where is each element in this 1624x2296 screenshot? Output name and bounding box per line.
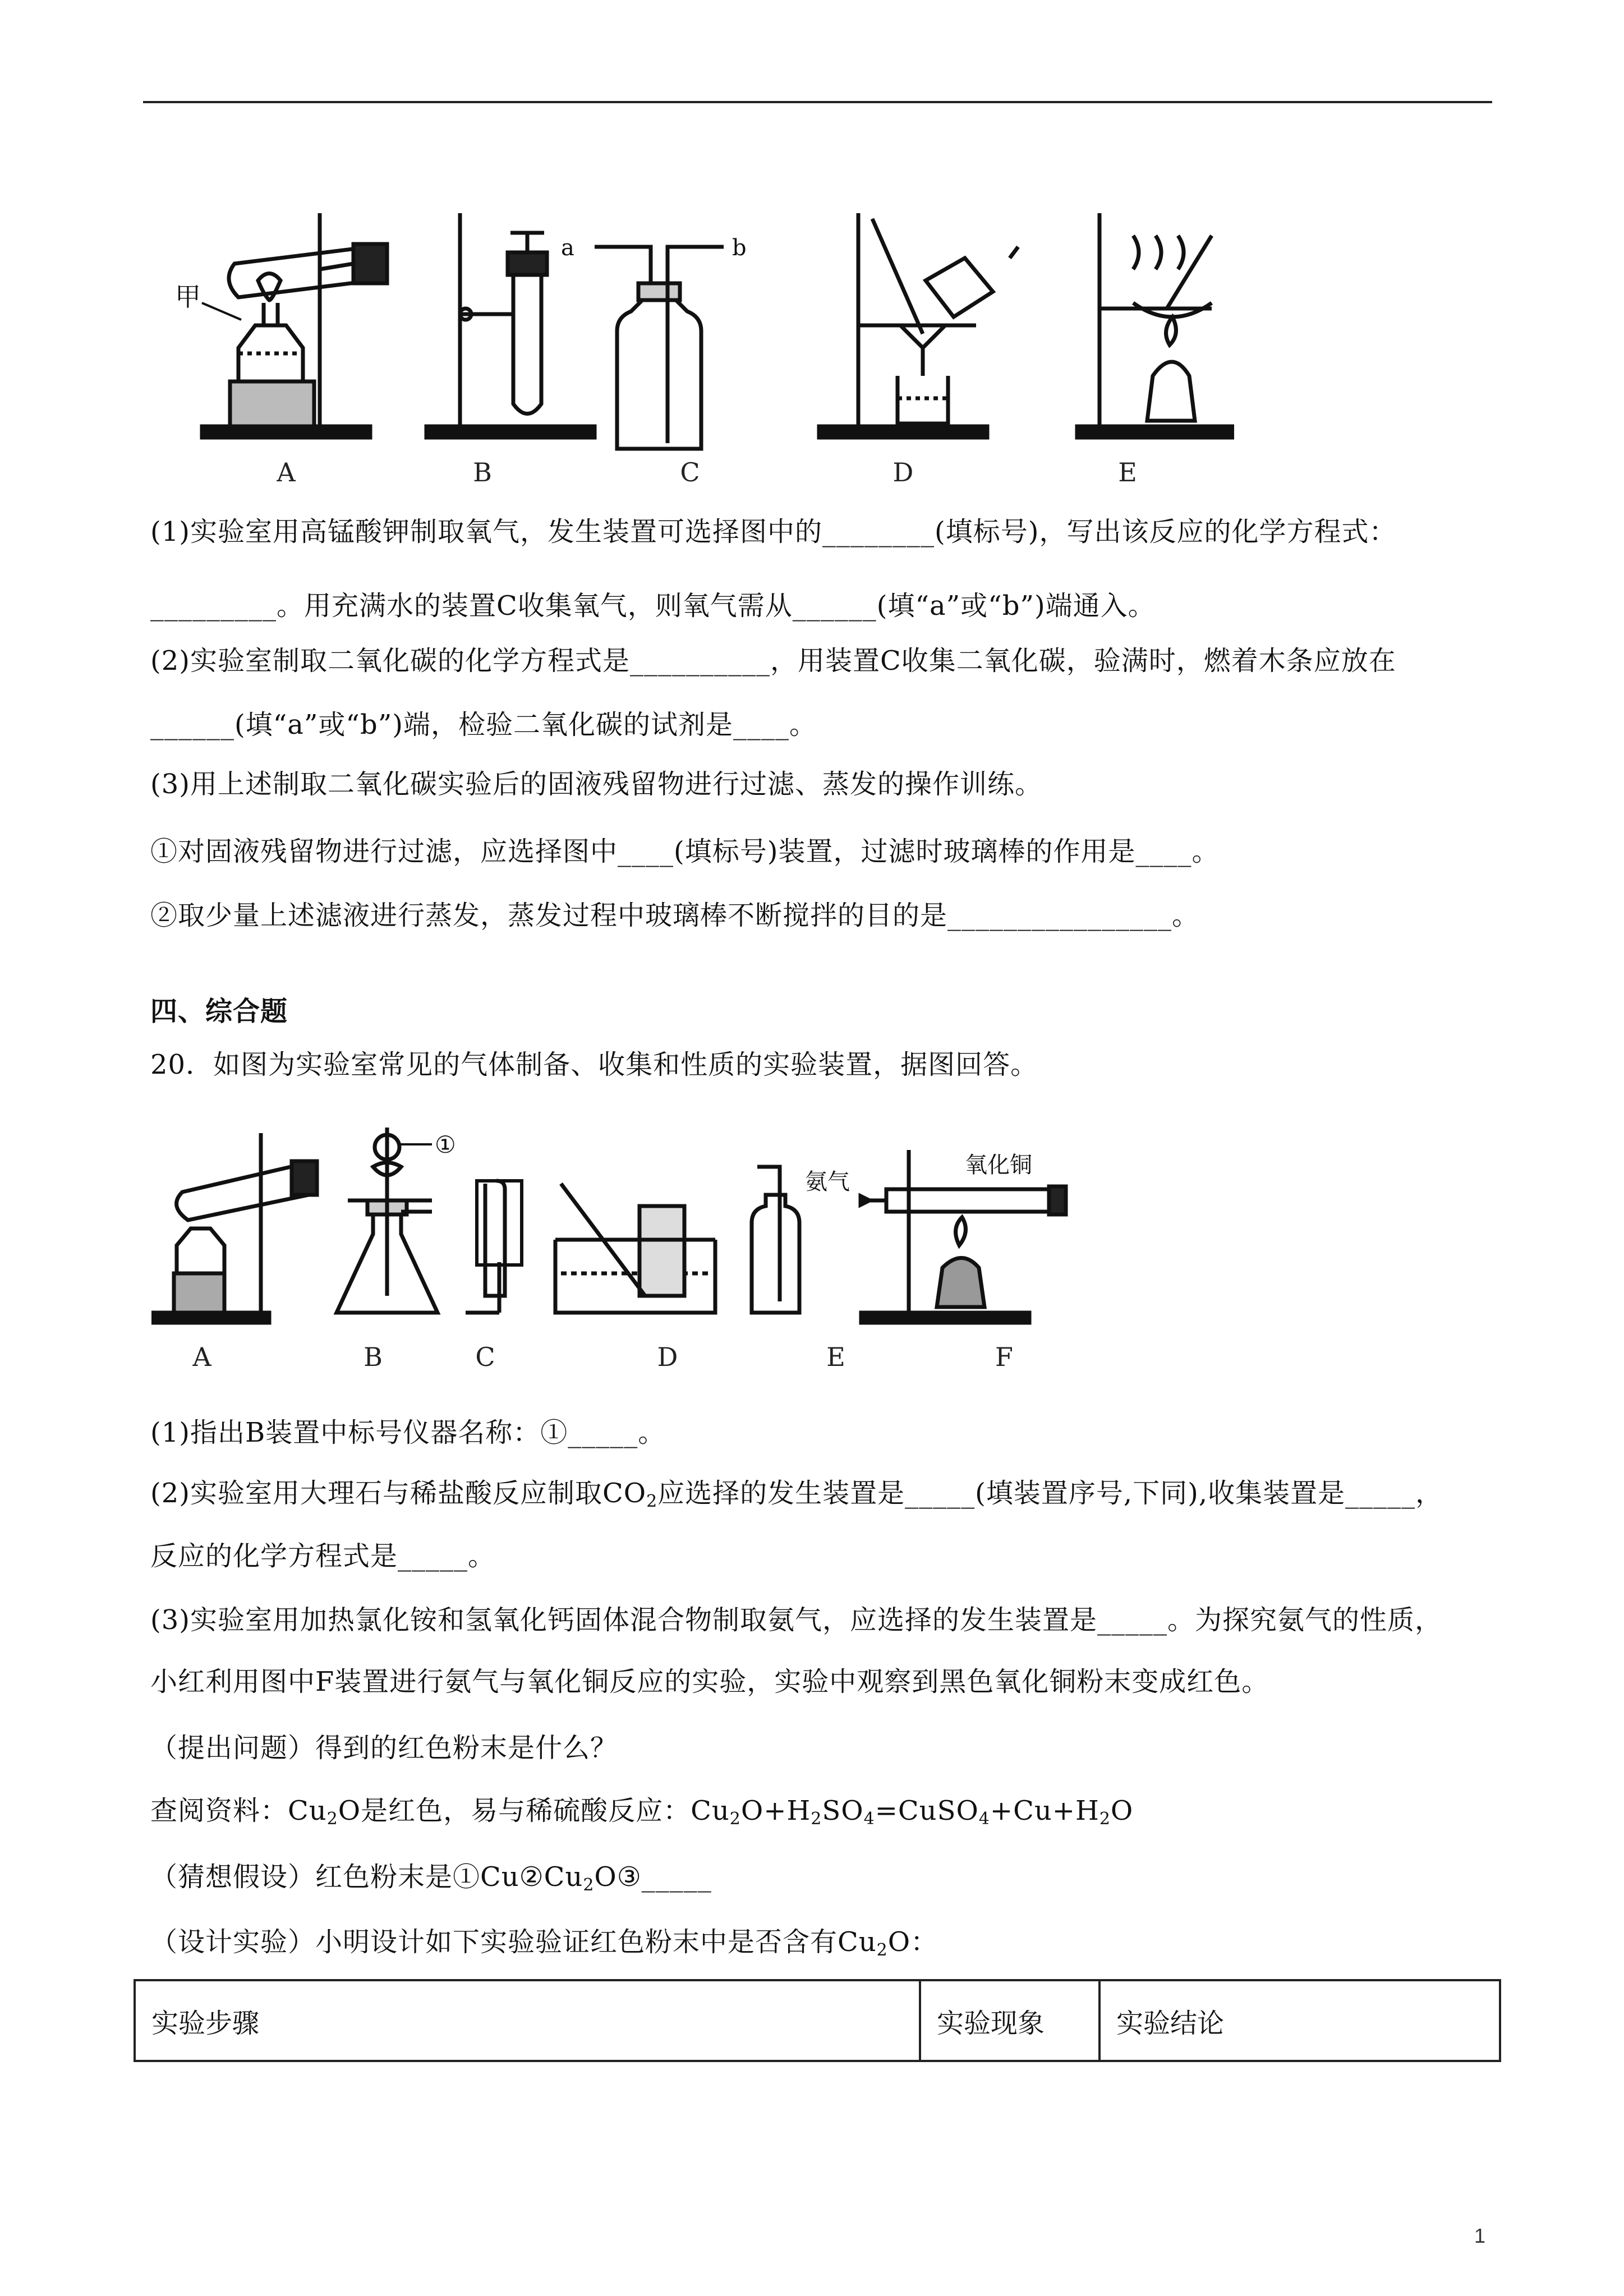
apparatus-c2-icon: [466, 1181, 522, 1313]
page-number: 1: [1474, 2224, 1486, 2247]
q19-part3-line1: (3)用上述制取二氧化碳实验后的固液残留物进行过滤、蒸发的操作训练。: [150, 769, 1042, 800]
fig2-label-c: C: [475, 1342, 495, 1372]
q20-reference: 查阅资料：$Cu_2O$是红色，易与稀硫酸反应：$Cu_2O+H_2SO_4=CuSO_4+Cu+H_2O$: [150, 1795, 1134, 1829]
header-conclusion: 实验结论: [1099, 1980, 1500, 2061]
section-heading: 四、综合题: [150, 996, 288, 1027]
apparatus-b2-icon: [337, 1128, 456, 1313]
table-header-row: [135, 1980, 1500, 2061]
q19-part2-line1: (2)实验室制取二氧化碳的化学方程式是__________，用装置C收集二氧化碳，验满时，燃着木条应放在: [150, 645, 1396, 677]
q20-design: （设计实验）小明设计如下实验验证红色粉末中是否含有$Cu_2O$：: [150, 1926, 938, 1960]
apparatus-figure-2: [151, 1128, 1128, 1372]
header-rule: [143, 101, 1492, 103]
q20-part2-line1: (2)实验室用大理石与稀盐酸反应制取$CO_2$应选择的发生装置是_____(填装置序号,下同),收集装置是_____，: [150, 1478, 1443, 1511]
header-steps: 实验步骤: [135, 1980, 920, 2061]
fig1-label-c: C: [680, 457, 700, 487]
apparatus-figure-1: [168, 202, 1234, 487]
apparatus-c-icon: [561, 235, 747, 449]
fig1-label-e: E: [1118, 457, 1137, 487]
fig2-label-e: E: [826, 1342, 845, 1372]
q20-part2-line2: 反应的化学方程式是_____。: [150, 1540, 496, 1572]
label-jia: 甲: [175, 282, 201, 312]
q19-part3-line2: ①对固液残留物进行过滤，应选择图中____(填标号)装置，过滤时玻璃棒的作用是____。: [150, 836, 1220, 867]
fig2-label-b: B: [364, 1342, 383, 1372]
q20-intro: 20．如图为实验室常见的气体制备、收集和性质的实验装置，据图回答。: [150, 1049, 1038, 1080]
apparatus-e2-icon: [752, 1167, 799, 1313]
fig2-label-f: F: [995, 1342, 1013, 1372]
apparatus-d2-icon: [555, 1184, 715, 1313]
q20-ask: （提出问题）得到的红色粉末是什么？: [150, 1732, 618, 1764]
apparatus-d-icon: [819, 213, 1018, 438]
fig1-label-a: A: [277, 457, 296, 487]
q20-part1: (1)指出B装置中标号仪器名称：①_____。: [150, 1417, 666, 1448]
port-a-label: a: [561, 235, 574, 261]
q19-part1-line1: (1)实验室用高锰酸钾制取氧气，发生装置可选择图中的________(填标号)，写出该反应的化学方程式：: [150, 516, 1397, 547]
q19-part1-line2: _________。用充满水的装置C收集氧气，则氧气需从______(填“a”或“b”)端通入。: [150, 590, 1156, 622]
circle-one-label: ①: [435, 1131, 456, 1158]
q20-guess: （猜想假设）红色粉末是$①Cu②Cu_2O③\_\_\_\_\_$: [150, 1861, 712, 1895]
experiment-table: [134, 1979, 1501, 2062]
fig2-label-a: A: [192, 1342, 211, 1372]
fig1-label-b: B: [473, 457, 492, 487]
apparatus-e-icon: [1077, 213, 1234, 438]
q20-part3-line2: 小红利用图中F装置进行氨气与氧化铜反应的实验，实验中观察到黑色氧化铜粉末变成红色。: [150, 1666, 1269, 1697]
port-b-label: b: [732, 235, 747, 261]
fig2-label-d: D: [657, 1342, 678, 1372]
fig1-label-d: D: [892, 457, 914, 487]
q20-part3-line1: (3)实验室用加热氯化铵和氢氧化钙固体混合物制取氨气，应选择的发生装置是_____。为探究氨气的性质，: [150, 1604, 1442, 1636]
apparatus-a-icon: [175, 213, 387, 438]
header-phenomenon: 实验现象: [920, 1980, 1099, 2061]
apparatus-f2-icon: [805, 1150, 1066, 1323]
ammonia-label: 氨气: [805, 1169, 850, 1195]
copper-oxide-label: 氧化铜: [965, 1152, 1032, 1178]
apparatus-a2-icon: [151, 1133, 317, 1323]
q19-part3-line3: ②取少量上述滤液进行蒸发，蒸发过程中玻璃棒不断搅拌的目的是________________。: [150, 900, 1200, 931]
q19-part2-line2: ______(填“a”或“b”)端，检验二氧化碳的试剂是____。: [150, 709, 817, 740]
